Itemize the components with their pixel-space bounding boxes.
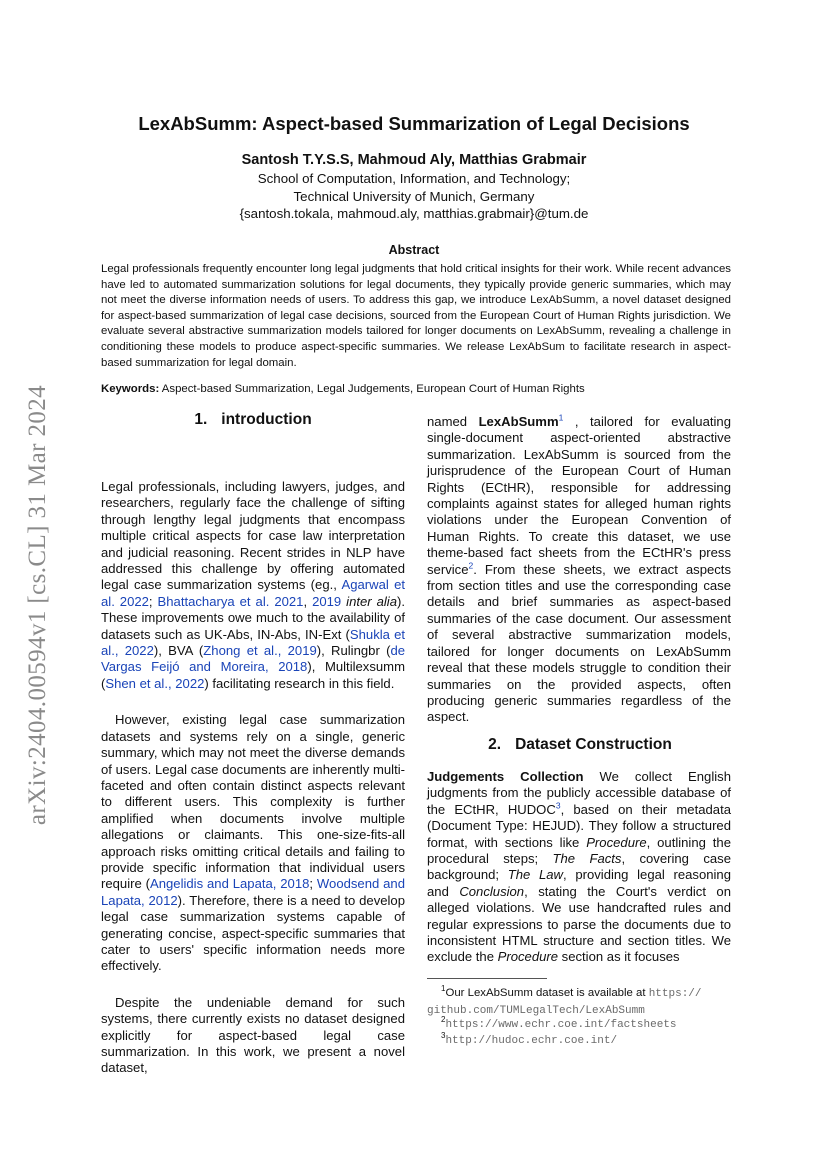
text: ; [309,876,317,892]
citation-link[interactable]: 2019 [312,593,342,609]
text: Legal professionals, including lawyers, judges, and researchers, regularly face the challenge of sifting through lengthy legal judgments that encompass multiple critical aspects for case law interpretation and judicial reasoning. Recent strides in NLP have addressed this challenge by offering automated legal case summarization systems (eg., [101,479,405,593]
citation-link[interactable]: Bhattacharya et al. 2021 [157,593,304,609]
text: ), Rulingbr ( [316,643,391,659]
text: , based on their metadata (Document Type: HEJUD). They follow a structured format, with sections like [427,801,731,850]
footnote-number: 3 [441,1031,446,1041]
citation-link[interactable]: Shukla et al., 2022 [101,626,406,659]
footnote-marker[interactable]: 3 [555,800,561,811]
paragraph [101,479,405,692]
footnote-divider [427,978,547,979]
affiliation-line: School of Computation, Information, and Technology; [257,171,571,186]
footnote-3 [427,1033,733,1050]
text: , outlining the procedural steps; [427,834,731,867]
paragraph [427,769,731,966]
footnote-1 [427,986,733,1019]
citation-link[interactable]: Woodsend and Lapata, 2012 [101,876,405,908]
dataset-name: LexAbSumm [478,414,559,429]
citation-link[interactable]: Angelidis and Lapata, 2018 [150,876,310,892]
italic-text: inter alia [346,593,397,609]
affiliation-line: Technical University of Munich, Germany [293,188,535,204]
italic-text: Conclusion [459,883,525,899]
text: , [303,593,313,609]
section-number: 2. [488,736,502,753]
paragraph: Despite the undeniable demand for such systems, there currently exists no dataset designed explicitly for aspect-based legal case summarization. In this work, we present a novel dataset, [101,994,405,1076]
keywords-label: Keywords: [101,383,160,395]
text: ), Multilexsumm ( [101,659,405,691]
footnote-number: 2 [441,1015,446,1025]
footnote-url[interactable]: http://hudoc.echr.coe.int/ [445,1035,618,1047]
paragraph [101,712,405,975]
footnote-marker[interactable]: 2 [468,560,474,571]
footnote-url[interactable]: https://www.echr.coe.int/factsheets [445,1019,677,1031]
citation-link[interactable]: Zhong et al., 2019 [203,643,317,659]
italic-text: The Law [507,867,564,883]
text: However, existing legal case summarization datasets and systems rely on a single, generic summary, which may not meet the diverse demands of users. Legal case documents are inherently multi-faceted and often contain distinct aspects relevant to different users. This complexity is further amplified when documents involve multiple allegations or claimants. This one-size-fits-all approach risks omitting critical details and failing to provide specific information that individual users require ( [101,712,405,892]
text: , covering case background; [427,851,731,883]
abstract-text: Legal professionals frequently encounter long legal judgments that hold critical insights for their work. While recent advances have led to automated summarization solutions for legal documents, they typically provide generic summaries, which may not meet the diverse information needs of users. To address this gap, we introduce LexAbSumm, a novel dataset designed for aspect-based summarization of legal case decisions, sourced from the European Court of Human Rights jurisdiction. We evaluate several abstractive summarization models tailored for longer documents on LexAbSumm, revealing a challenge in conditioning these models to produce aspect-specific summaries. We release LexAbSum to facilitate research in aspect-based summarization for legal domain. [101,263,731,369]
arxiv-watermark: arXiv:2404.00594v1 [cs.CL] 31 Mar 2024 [24,384,51,826]
citation-link[interactable]: de Vargas Feijó and Moreira, 2018 [101,643,406,675]
footnote-number: 1 [441,984,446,994]
abstract-heading: Abstract [388,243,440,257]
section-title: introduction [221,411,312,428]
citation-link[interactable]: Shen et al., 2022 [105,675,205,691]
right-column-continued [427,769,731,966]
italic-text: Procedure [497,949,559,965]
author-emails: {santosh.tokala, mahmoud.aly, matthias.grabmair}@tum.de [239,206,589,221]
text: ). Therefore, there is a need to develop legal case summarization systems capable of generating concise, aspect-specific summaries that cater to users' specific information needs more effectively. [101,892,406,974]
section-number: 1. [194,411,208,428]
text: We collect English judgments from the publicly accessible database of the ECtHR, HUDOC [427,769,731,817]
paragraph-heading: Judgements Collection [427,769,584,784]
text: . From these sheets, we extract aspects from section titles and use the corresponding case details and brief summaries as aspect-based summaries of the case document. Our assessment of several abstractive summarization models, tailored for longer documents on LexAbSumm reveal that these models struggle to condition their summaries on the provided aspects, often producing generic summaries regardless of the aspect. [427,561,731,725]
right-column [427,414,731,726]
footnote-text: Our LexAbSumm dataset is available at [445,987,649,999]
italic-text: The Facts [552,851,622,867]
text: section as it focuses [558,949,680,965]
text: ). These improvements owe much to the availability of datasets such as UK-Abs, IN-Abs, IN-Ext ( [101,593,405,642]
text: ) facilitating research in this field. [204,675,395,691]
author-list: Santosh T.Y.S.S, Mahmoud Aly, Matthias Grabmair [241,152,587,168]
text: , providing legal reasoning and [427,867,731,899]
citation-link[interactable]: Agarwal et al. 2022 [101,577,405,609]
footnote-marker[interactable]: 1 [558,412,564,423]
affiliation [0,170,828,223]
text: ; [148,593,158,609]
paper-title: LexAbSumm: Aspect-based Summarization of Legal Decisions [138,113,690,134]
footnote-url[interactable]: github.com/TUMLegalTech/LexAbSumm [427,1004,645,1017]
section-title: Dataset Construction [515,736,672,753]
left-column [101,479,405,1077]
text: , tailored for evaluating single-document aspect-oriented abstractive summarization. LexAbSumm is sourced from the jurisprudence of the European Court of Human Rights (ECtHR), responsible for addressing complaints against states for alleged human rights violations under the European Convention of Human Rights. To create this dataset, we use theme-based fact sheets from the ECtHR's press service [427,414,731,577]
text: ), BVA ( [153,643,204,659]
text: named [427,414,479,429]
italic-text: Procedure [586,834,647,850]
section-heading-introduction [101,411,405,429]
section-heading-dataset-construction [427,736,733,754]
footnote-2 [427,1017,733,1034]
footnote-url[interactable]: https:// [648,988,702,1000]
keywords-text: Aspect-based Summarization, Legal Judgements, European Court of Human Rights [159,383,585,395]
paragraph [427,414,731,726]
text: , stating the Court's verdict on alleged violations. We use handcrafted rules and regular expressions to parse the documents due to inconsistent HTML structure and section titles. We exclude the [427,883,731,965]
keywords [101,383,731,395]
